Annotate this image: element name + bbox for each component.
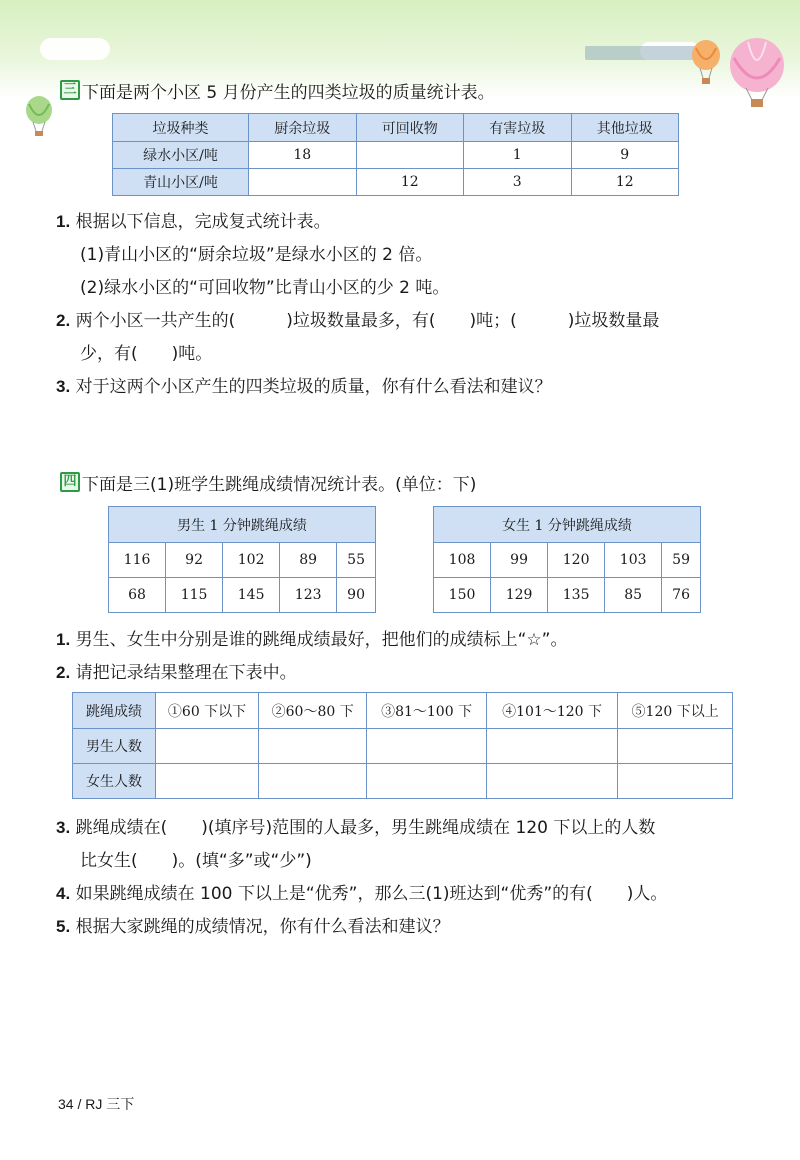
- table-cell: 123: [280, 578, 337, 613]
- record-table: [72, 692, 733, 799]
- question-line: [56, 658, 297, 683]
- question-line: [80, 240, 432, 265]
- table-cell-blank[interactable]: [259, 764, 367, 799]
- table-caption: 女生 1 分钟跳绳成绩: [434, 507, 701, 543]
- table-cell-blank[interactable]: [486, 729, 617, 764]
- question-number: 4.: [56, 884, 71, 903]
- table-cell: 1: [464, 142, 572, 169]
- header-bar-decoration: [585, 46, 705, 60]
- row-label: 绿水小区/吨: [113, 142, 249, 169]
- table-header-cell: ②60～80 下: [259, 693, 367, 729]
- table-cell-blank[interactable]: [156, 764, 259, 799]
- question-line: [56, 879, 667, 904]
- question-number: 1.: [56, 212, 71, 231]
- question-line: [80, 846, 312, 871]
- table-cell: 3: [464, 169, 572, 196]
- question-text: (2)绿水小区的“可回收物”比青山小区的少 2 吨。: [80, 278, 450, 298]
- question-text: 根据大家跳绳的成绩情况，你有什么看法和建议？: [75, 917, 450, 937]
- question-number: 5.: [56, 917, 71, 936]
- table-cell: 90: [337, 578, 376, 613]
- garbage-table: [112, 113, 679, 196]
- table-header-cell: ④101～120 下: [486, 693, 617, 729]
- table-cell: 59: [662, 543, 701, 578]
- table-header-cell: 垃圾种类: [113, 114, 249, 142]
- table-cell-blank[interactable]: [259, 729, 367, 764]
- table-cell: 116: [109, 543, 166, 578]
- table-cell: 85: [605, 578, 662, 613]
- table-cell: 129: [491, 578, 548, 613]
- table-header-cell: 有害垃圾: [464, 114, 572, 142]
- question-line: [80, 339, 212, 364]
- table-caption: 男生 1 分钟跳绳成绩: [109, 507, 376, 543]
- question-line: [56, 813, 655, 838]
- question-line: [56, 372, 552, 397]
- question-line: [56, 625, 567, 650]
- question-line: [56, 207, 331, 232]
- question-text: 男生、女生中分别是谁的跳绳成绩最好，把他们的成绩标上“☆”。: [75, 630, 568, 650]
- table-cell: 55: [337, 543, 376, 578]
- girls-jump-rope-table: [433, 506, 701, 613]
- table-cell: 9: [571, 142, 679, 169]
- question-number: 2.: [56, 663, 71, 682]
- table-cell: 108: [434, 543, 491, 578]
- boys-jump-rope-table: [108, 506, 376, 613]
- row-label: 男生人数: [73, 729, 156, 764]
- table-cell-blank[interactable]: [367, 729, 487, 764]
- balloon-icon: [690, 40, 722, 86]
- table-cell: 12: [356, 169, 464, 196]
- table-cell: 12: [571, 169, 679, 196]
- question-text: 两个小区一共产生的( )垃圾数量最多，有( )吨；( )垃圾数量最: [75, 311, 660, 331]
- table-cell-blank[interactable]: [356, 142, 464, 169]
- table-cell: 102: [223, 543, 280, 578]
- table-header-cell: 其他垃圾: [571, 114, 679, 142]
- section-3-title: 下面是两个小区 5 月份产生的四类垃圾的质量统计表。: [82, 83, 495, 103]
- question-text: 对于这两个小区产生的四类垃圾的质量，你有什么看法和建议？: [75, 377, 552, 397]
- table-cell: 120: [548, 543, 605, 578]
- table-cell: 18: [249, 142, 357, 169]
- table-cell: 68: [109, 578, 166, 613]
- table-cell: 150: [434, 578, 491, 613]
- table-header-cell: ①60 下以下: [156, 693, 259, 729]
- balloon-icon: [24, 96, 54, 138]
- table-cell-blank[interactable]: [618, 764, 733, 799]
- table-header-cell: ⑤120 下以上: [618, 693, 733, 729]
- question-text: 如果跳绳成绩在 100 下以上是“优秀”，那么三(1)班达到“优秀”的有( )人。: [75, 884, 668, 904]
- question-text: 少，有( )吨。: [80, 344, 213, 364]
- section-number-3: 三: [60, 80, 80, 100]
- row-label: 女生人数: [73, 764, 156, 799]
- table-header-cell: 可回收物: [356, 114, 464, 142]
- table-header-cell: 跳绳成绩: [73, 693, 156, 729]
- question-line: [56, 306, 659, 331]
- question-number: 1.: [56, 630, 71, 649]
- table-cell: 92: [166, 543, 223, 578]
- section-number-4: 四: [60, 472, 80, 492]
- question-text: 比女生( )。(填“多”或“少”): [80, 851, 312, 871]
- question-line: [56, 912, 450, 937]
- table-cell-blank[interactable]: [486, 764, 617, 799]
- table-cell: 135: [548, 578, 605, 613]
- table-cell: 89: [280, 543, 337, 578]
- row-label: 青山小区/吨: [113, 169, 249, 196]
- table-header-cell: ③81～100 下: [367, 693, 487, 729]
- page-footer: 34 / RJ 三下: [58, 1096, 135, 1112]
- question-text: 跳绳成绩在( )(填序号)范围的人最多，男生跳绳成绩在 120 下以上的人数: [75, 818, 656, 838]
- table-cell: 76: [662, 578, 701, 613]
- table-cell: 99: [491, 543, 548, 578]
- table-cell-blank[interactable]: [156, 729, 259, 764]
- section-4-title: 下面是三(1)班学生跳绳成绩情况统计表。(单位：下): [82, 475, 477, 495]
- table-cell-blank[interactable]: [367, 764, 487, 799]
- question-number: 2.: [56, 311, 71, 330]
- table-cell: 103: [605, 543, 662, 578]
- table-cell-blank[interactable]: [249, 169, 357, 196]
- table-cell: 115: [166, 578, 223, 613]
- cloud-decoration: [40, 38, 110, 60]
- question-text: (1)青山小区的“厨余垃圾”是绿水小区的 2 倍。: [80, 245, 433, 265]
- table-cell: 145: [223, 578, 280, 613]
- question-line: [80, 273, 449, 298]
- question-number: 3.: [56, 818, 71, 837]
- question-text: 根据以下信息，完成复式统计表。: [75, 212, 331, 232]
- balloon-icon: [728, 38, 786, 108]
- table-header-cell: 厨余垃圾: [249, 114, 357, 142]
- question-number: 3.: [56, 377, 71, 396]
- table-cell-blank[interactable]: [618, 729, 733, 764]
- question-text: 请把记录结果整理在下表中。: [75, 663, 297, 683]
